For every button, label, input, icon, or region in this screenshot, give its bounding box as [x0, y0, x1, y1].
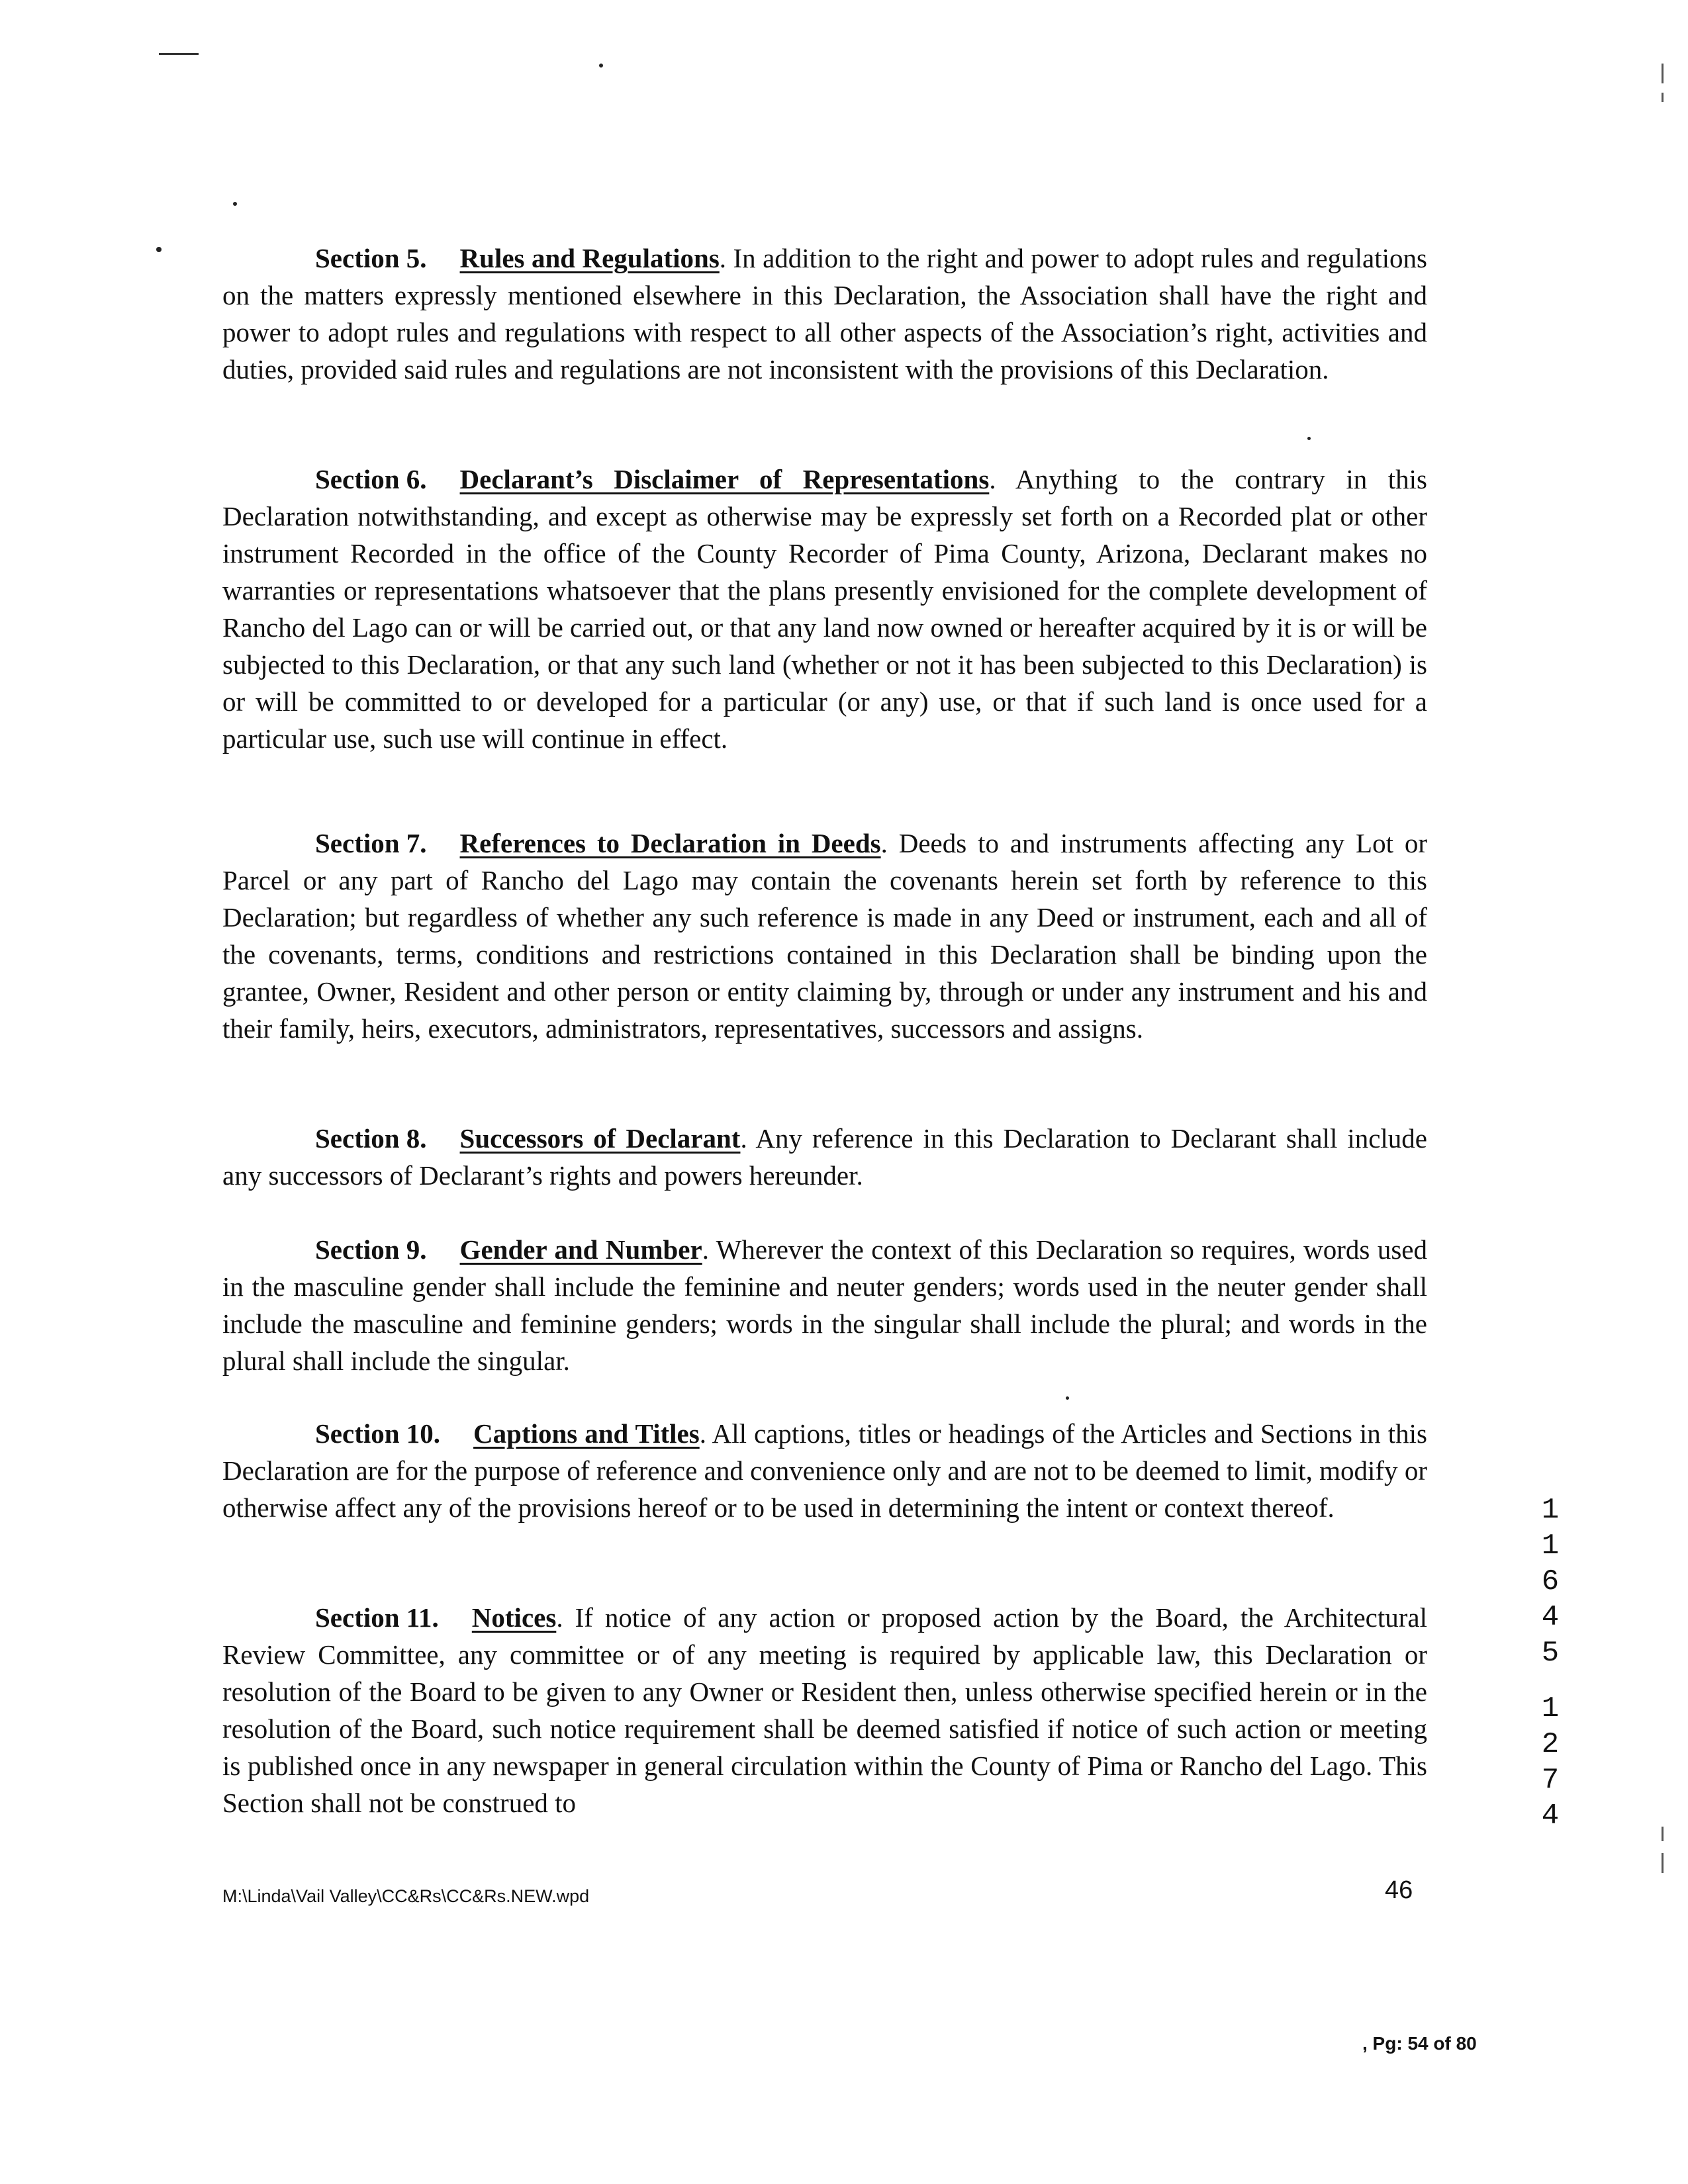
section-title: Captions and Titles	[473, 1418, 700, 1449]
scan-edge-mark	[1662, 1853, 1664, 1873]
recorder-page-digit: 2	[1541, 1728, 1560, 1761]
scan-speck	[233, 202, 237, 206]
recorder-book-digit: 4	[1541, 1601, 1560, 1634]
section-label: Section 5.	[315, 243, 427, 273]
section-label: Section 9.	[315, 1234, 427, 1265]
scan-speck	[156, 247, 162, 252]
scan-edge-mark	[1662, 1827, 1664, 1841]
section-7	[222, 825, 1427, 1047]
section-8	[222, 1120, 1427, 1194]
scan-speck	[1066, 1396, 1069, 1400]
section-9	[222, 1231, 1427, 1379]
recorder-page-counter: , Pg: 54 of 80	[1362, 2033, 1477, 2054]
recorder-book-digit: 6	[1541, 1565, 1560, 1598]
scan-speck	[599, 64, 603, 68]
scan-mark	[159, 53, 199, 55]
footer-file-path: M:\Linda\Vail Valley\CC&Rs\CC&Rs.NEW.wpd	[222, 1886, 590, 1906]
section-body: . Anything to the contrary in this Declaration notwithstanding, and except as otherwise may be expressly set forth on a Recorded plat or other instrument Recorded in the office of the County Recorder of Pima County, Arizona, Declarant makes no warranties or representations whatsoever that the plans presently envisioned for the complete development of Rancho del Lago can or will be carried out, or that any land now owned or hereafter acquired by it is or will be subjected to this Declaration, or that any such land (whether or not it has been subjected to this Declaration) is or will be committed to or developed for a particular (or any) use, or that if such land is once used for a particular use, such use will continue in effect.	[222, 464, 1427, 754]
scan-edge-mark	[1662, 64, 1664, 83]
section-body: . Wherever the context of this Declaration so requires, words used in the masculine gender shall include the feminine and neuter genders; words used in the neuter gender shall include the masculine and feminine genders; words in the singular shall include the plural; and words in the plural shall include the singular.	[222, 1234, 1427, 1376]
recorder-docket-number	[1537, 1492, 1564, 1834]
section-body: . If notice of any action or proposed action by the Board, the Architectural Review Committee, any committee or of any meeting is required by applicable law, this Declaration or resolution of the Board to be given to any Owner or Resident then, unless otherwise specified herein or in the resolution of the Board, such notice requirement shall be deemed satisfied if notice of such action or meeting is published once in any newspaper in general circulation within the County of Pima or Rancho del Lago. This Section shall not be construed to	[222, 1602, 1427, 1818]
section-label: Section 7.	[315, 828, 427, 858]
section-title: Successors of Declarant	[459, 1123, 741, 1154]
recorder-book-digit: 1	[1541, 1529, 1560, 1563]
section-10	[222, 1415, 1427, 1526]
section-label: Section 11.	[315, 1602, 439, 1633]
section-title: Notices	[471, 1602, 557, 1633]
scan-edge-mark	[1662, 93, 1664, 102]
section-5	[222, 240, 1427, 388]
section-label: Section 10.	[315, 1418, 441, 1449]
recorder-page-digit: 7	[1541, 1764, 1560, 1797]
section-title: Rules and Regulations	[459, 243, 720, 273]
section-body: . Deeds to and instruments affecting any Lot or Parcel or any part of Rancho del Lago may contain the covenants herein set forth by reference to this Declaration; but regardless of whether any such reference is made in any Deed or instrument, each and all of the covenants, terms, conditions and restrictions contained in this Declaration shall be binding upon the grantee, Owner, Resident and other person or entity claiming by, through or under any instrument and his and their family, heirs, executors, administrators, representatives, successors and assigns.	[222, 828, 1427, 1044]
section-label: Section 6.	[315, 464, 427, 494]
section-title: Gender and Number	[459, 1234, 702, 1265]
recorder-page-digit: 1	[1541, 1692, 1560, 1725]
recorder-book-digit: 5	[1541, 1637, 1560, 1670]
section-body: . All captions, titles or headings of the Articles and Sections in this Declaration are for the purpose of reference and convenience only and are not to be deemed to limit, modify or otherwise affect any of the provisions hereof or to be used in determining the intent or context thereof.	[222, 1418, 1427, 1523]
section-title: References to Declaration in Deeds	[459, 828, 881, 858]
recorder-book-digit: 1	[1541, 1494, 1560, 1527]
section-6	[222, 461, 1427, 757]
recorder-page-digit: 4	[1541, 1799, 1560, 1833]
section-body: . In addition to the right and power to adopt rules and regulations on the matters expressly mentioned elsewhere in this Declaration, the Association shall have the right and power to adopt rules and regulations with respect to all other aspects of the Association’s right, activities and duties, provided said rules and regulations are not inconsistent with the provisions of this Declaration.	[222, 243, 1427, 385]
section-body: . Any reference in this Declaration to Declarant shall include any successors of Declarant’s rights and powers hereunder.	[222, 1123, 1427, 1191]
section-label: Section 8.	[315, 1123, 427, 1154]
page-number: 46	[1385, 1876, 1413, 1904]
section-title: Declarant’s Disclaimer of Representations	[459, 464, 990, 494]
section-11	[222, 1599, 1427, 1821]
scan-speck	[1307, 437, 1311, 440]
